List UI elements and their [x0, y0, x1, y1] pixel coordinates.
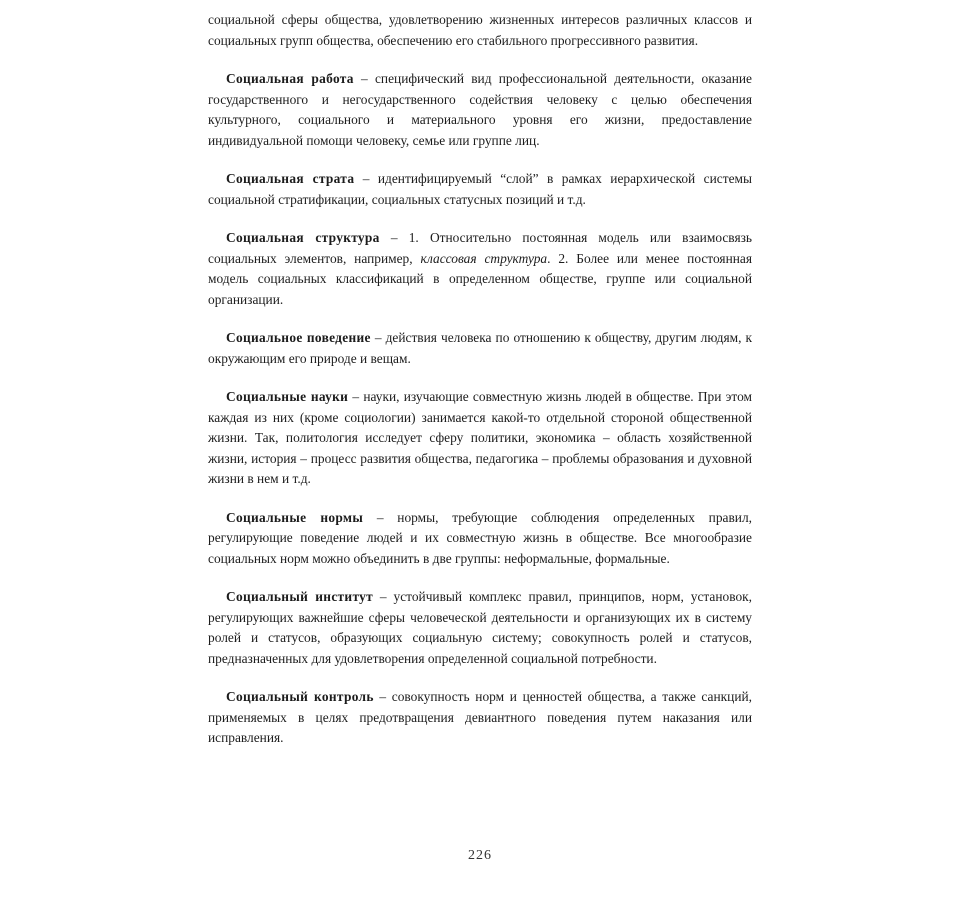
entry-social-control [208, 687, 752, 749]
entry-definition: . 2. Более или менее постоянная модель социальных классификаций в определенном обществе, группе или социальной организации. [208, 250, 753, 307]
entry-term: Социальные науки [226, 389, 349, 404]
entry-term: Социальный институт [226, 589, 374, 604]
entry-term: Социальные нормы [226, 509, 364, 525]
entry-social-work [208, 69, 752, 151]
entry-term: Социальное поведение [226, 330, 371, 345]
entry-definition: – совокупность норм и ценностей общества, а также санкций, применяемых в целях предотвращения девиантного поведения путем наказания или исправления. [208, 689, 753, 745]
entry-social-behavior [208, 328, 752, 369]
intro-paragraph: социальной сферы общества, удовлетворению жизненных интересов различных классов и социальных групп общества, обеспечению его стабильного прогрессивного развития. [208, 12, 752, 48]
entry-definition: – идентифицируемый “слой” в рамках иерархической системы социальной стратификации, социальных статусных позиций и т.д. [208, 171, 752, 207]
entry-definition: – действия человека по отношению к обществу, другим людям, к окружающим его природе и вещам. [208, 330, 752, 366]
entry-definition: – специфический вид профессиональной деятельности, оказание государственного и негосударственного содействия человеку с целью обеспечения культурного, социального и материального уровня его жизни, предоставление индивидуальной помощи человеку, семье или группе лиц. [208, 71, 752, 148]
entry-social-norms [208, 508, 752, 570]
entry-definition: – нормы, требующие соблюдения определенных правил, регулирующие поведение людей и их совместную жизнь в обществе. Все многообразие социальных норм можно объединить в две группы: неформальные, формальные. [208, 509, 752, 566]
page-number: 226 [468, 848, 492, 863]
entry-social-stratum [208, 169, 752, 210]
entry-term: Социальный контроль [226, 689, 374, 704]
entry-term: Социальная работа [226, 71, 354, 86]
entry-social-sciences [208, 387, 752, 490]
entry-definition: – науки, изучающие совместную жизнь людей в обществе. При этом каждая из них (кроме социологии) занимается какой-то отдельной стороной общественной жизни. Так, политология исследует сферу политики, экономика – область хозяйственной жизни, история – процесс развития общества, педагогика – проблемы образования и духовной жизни в нем и т.д. [208, 389, 752, 486]
entry-term: Социальная страта [226, 171, 355, 186]
entry-term: Социальная структура [226, 230, 380, 245]
entry-social-institution [208, 587, 752, 669]
entry-definition-italic: классовая структура [420, 250, 548, 266]
entry-definition: – устойчивый комплекс правил, принципов, норм, установок, регулирующих важнейшие сферы человеческой деятельности и организующих их в систему ролей и статусов, образующих социальную систему; совокупность ролей и статусов, предназначенных для удовлетворения определенной социальной потребности. [208, 589, 752, 666]
entry-social-structure [208, 228, 752, 310]
document-page [208, 10, 752, 749]
entry-definition: – 1. Относительно постоянная модель или взаимосвязь социальных элементов, например, [208, 230, 752, 266]
